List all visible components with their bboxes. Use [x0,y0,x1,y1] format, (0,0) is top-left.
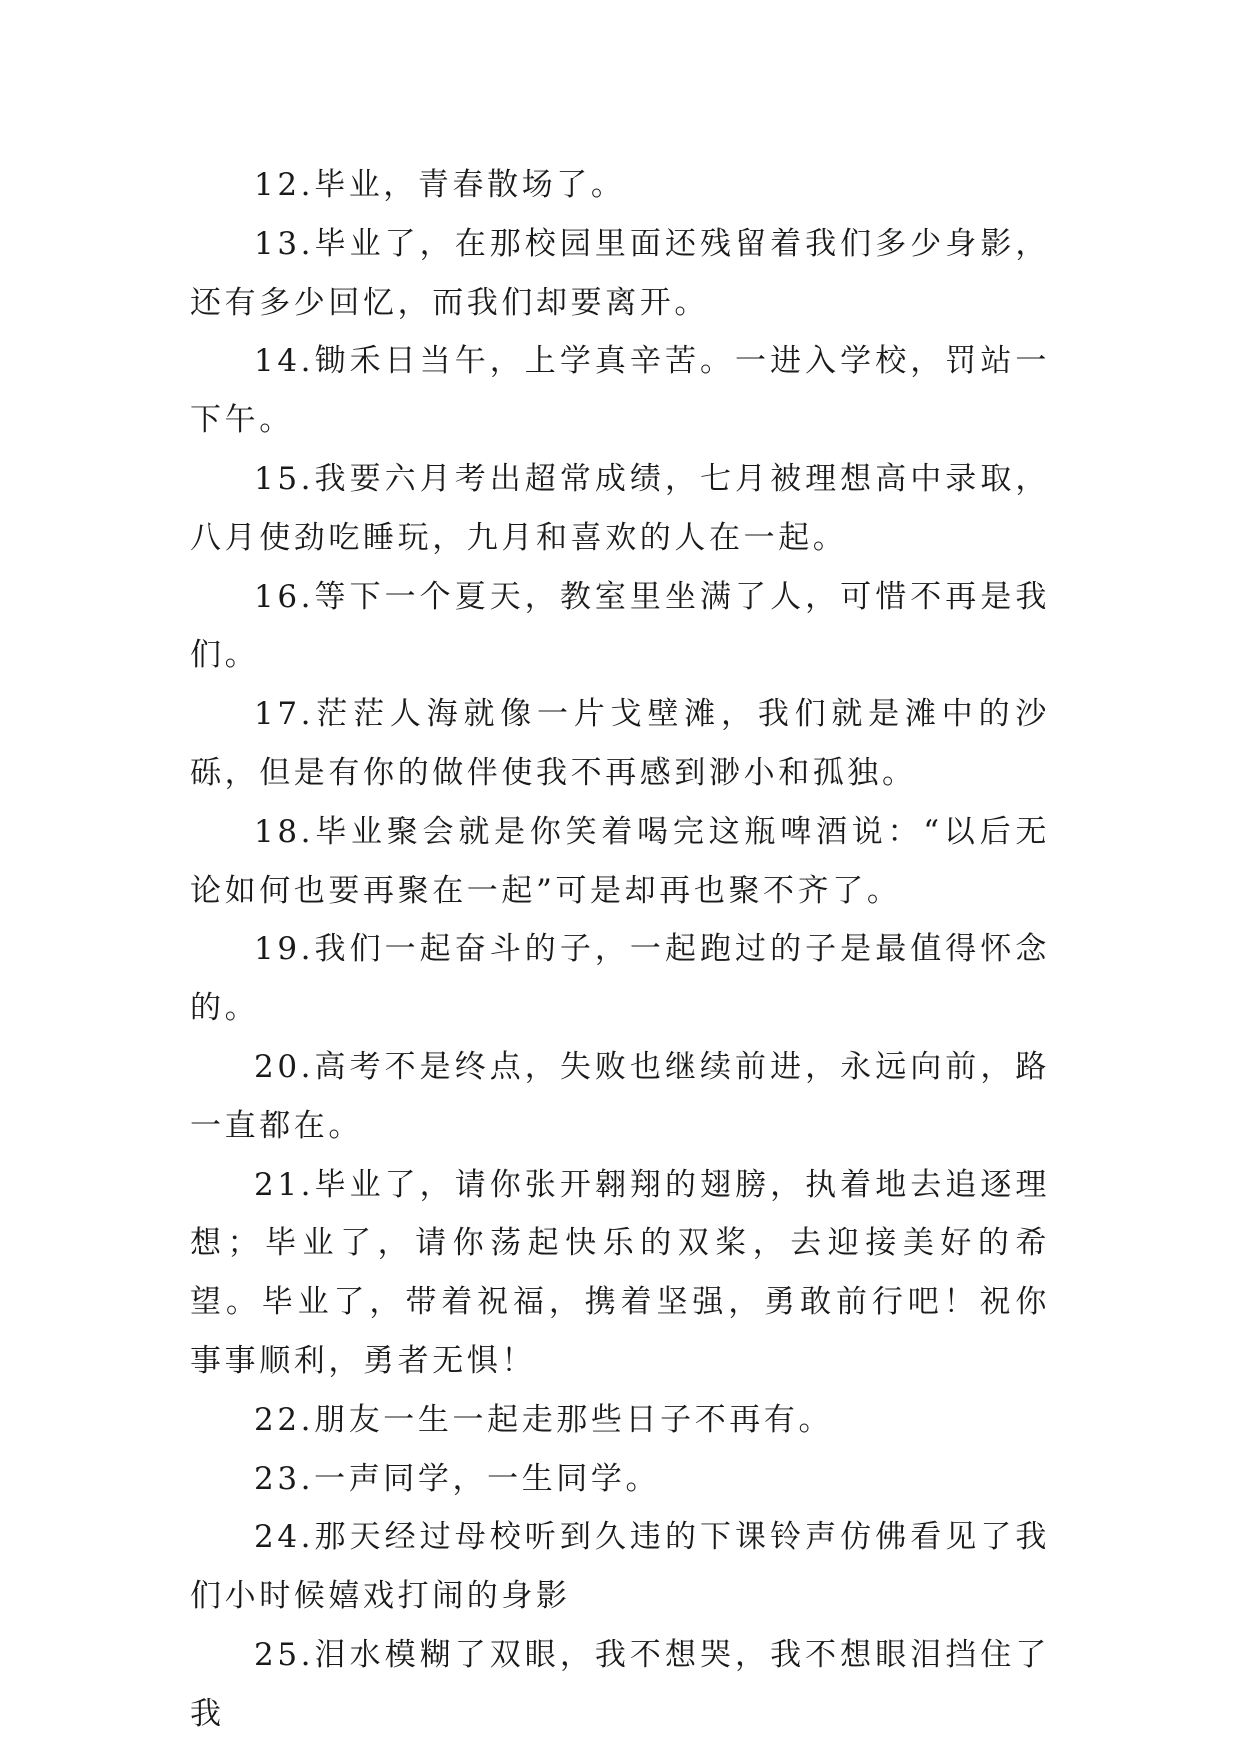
paragraph-13: 13.毕业了，在那校园里面还残留着我们多少身影，还有多少回忆，而我们却要离开。 [190,225,1050,321]
paragraph-15: 15.我要六月考出超常成绩，七月被理想高中录取，八月使劲吃睡玩，九月和喜欢的人在一起。 [190,460,1050,556]
paragraph-14: 14.锄禾日当午，上学真辛苦。一进入学校，罚站一下午。 [190,343,1050,439]
paragraph-21: 21.毕业了，请你张开翱翔的翅膀，执着地去追逐理想；毕业了，请你荡起快乐的双桨，去迎接美好的希望。毕业了，带着祝福，携着坚强，勇敢前行吧！祝你事事顺利，勇者无惧！ [190,1166,1050,1379]
paragraph-20: 20.高考不是终点，失败也继续前进，永远向前，路一直都在。 [190,1048,1050,1144]
paragraph-18: 18.毕业聚会就是你笑着喝完这瓶啤酒说：“以后无论如何也要再聚在一起”可是却再也聚不齐了。 [190,813,1050,909]
paragraph-25: 25.泪水模糊了双眼，我不想哭，我不想眼泪挡住了我 [190,1636,1050,1732]
paragraph-23: 23.一声同学，一生同学。 [254,1460,661,1497]
paragraph-19: 19.我们一起奋斗的子，一起跑过的子是最值得怀念的。 [190,931,1050,1027]
paragraph-12: 12.毕业，青春散场了。 [254,167,626,203]
document-body [190,156,1050,1744]
paragraph-16: 16.等下一个夏天，教室里坐满了人，可惜不再是我们。 [190,578,1050,674]
paragraph-17: 17.茫茫人海就像一片戈壁滩，我们就是滩中的沙砾，但是有你的做伴使我不再感到渺小和孤独。 [190,696,1050,791]
paragraph-24: 24.那天经过母校听到久违的下课铃声仿佛看见了我们小时候嬉戏打闹的身影 [190,1519,1050,1615]
paragraph-22: 22.朋友一生一起走那些日子不再有。 [254,1401,834,1438]
